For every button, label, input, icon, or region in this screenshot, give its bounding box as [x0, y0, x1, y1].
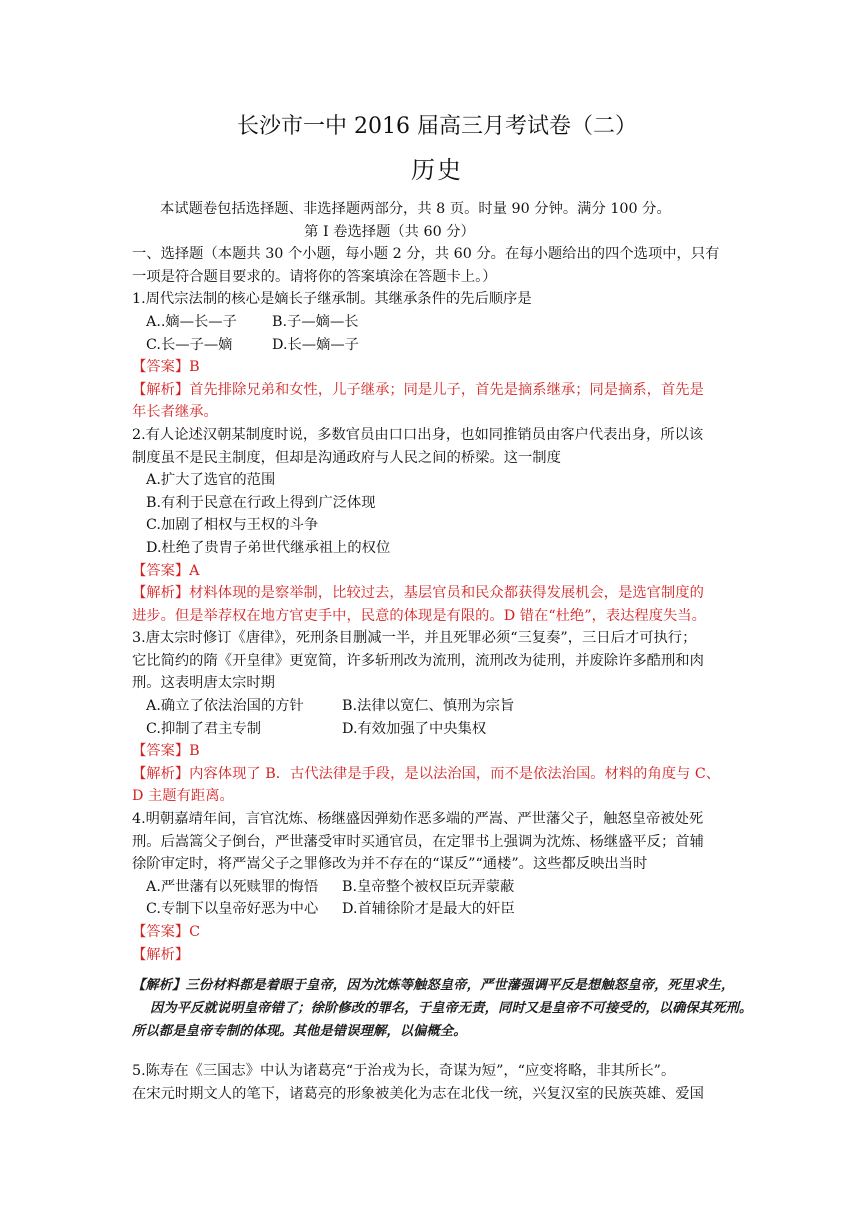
question-stem: 刑。后嵩篙父子倒台，严世藩受审时买通官员，在定罪书上强调为沈炼、杨继盛平反；首辅	[132, 833, 704, 850]
options-row	[132, 334, 742, 357]
option-a: A.确立了依法治国的方针	[146, 698, 304, 715]
question-stem: 5.陈寿在《三国志》中认为诸葛亮“于治戎为长，奇谋为短”，“应变将略，非其所长”。	[132, 1063, 676, 1080]
analysis-text: 【解析】首先排除兄弟和女性，儿子继承；同是儿子，首先是摘系继承；同是摘系，首先是	[132, 381, 704, 398]
part1-title: 第 I 卷选择题（共 60 分）	[304, 223, 475, 240]
question-stem: 制度虽不是民主制度，但却是沟通政府与人民之间的桥梁。这一制度	[132, 449, 561, 466]
analysis-label: 【解析】	[132, 946, 190, 963]
option-a: A.严世藩有以死赎罪的悔悟	[146, 878, 319, 895]
section1-line: 一项是符合题目要求的。请将你的答案填涂在答题卡上。）	[132, 268, 497, 285]
analysis-text: 年长者继承。	[132, 404, 218, 421]
analysis-text: 【解析】内容体现了 B．古代法律是手段，是以法治国，而不是依法治国。材料的角度与 C、	[132, 765, 721, 782]
option-d: D.首辅徐阶才是最大的奸臣	[342, 901, 515, 918]
analysis-text: 进步。但是举荐权在地方官吏手中，民意的体现是有限的。D 错在“杜绝”，表达程度失当。	[132, 607, 706, 624]
answer-label: 【答案】A	[132, 562, 200, 579]
scanned-analysis-line: 【解析】三份材料都是着眼于皇帝，因为沈炼等触怒皇帝，严世藩强调平反是想触怒皇帝，死里求生，	[132, 978, 735, 994]
option-a: A..嫡—长—子	[146, 313, 237, 330]
option-d: D.杜绝了贵胄子弟世代继承祖上的权位	[146, 539, 391, 556]
option-c: C.抑制了君主专制	[146, 720, 262, 737]
option-b: B.法律以宽仁、慎刑为宗旨	[342, 698, 515, 715]
question-5	[132, 1060, 742, 1105]
option-c: C.长—子—嫡	[146, 336, 233, 353]
question-stem: 它比简约的隋《开皇律》更宽简，许多斩刑改为流刑，流刑改为徒刑，并废除许多酷刑和肉	[132, 652, 704, 669]
options-row	[132, 311, 742, 334]
answer-label: 【答案】B	[132, 359, 200, 376]
answer-label: 【答案】B	[132, 743, 200, 760]
answer-label: 【答案】C	[132, 924, 201, 940]
option-d: D.有效加强了中央集权	[342, 720, 487, 737]
intro-text: 本试题卷包括选择题、非选择题两部分，共 8 页。时量 90 分钟。满分 100 分。	[160, 201, 671, 217]
option-b: B.皇帝整个被权臣玩弄蒙蔽	[342, 878, 515, 895]
question-2	[132, 424, 742, 627]
question-3	[132, 627, 742, 808]
option-d: D.长—嫡—子	[272, 336, 359, 353]
scanned-analysis-line: 所以都是皇帝专制的体现。其他是错误理解，以偏概全。	[132, 1024, 467, 1040]
question-1	[132, 288, 742, 424]
option-c: C.加剧了相权与王权的斗争	[146, 517, 319, 534]
question-stem: 1.周代宗法制的核心是嫡长子继承制。其继承条件的先后顺序是	[132, 291, 532, 308]
scanned-analysis-image	[132, 974, 772, 1054]
option-b: B.子—嫡—长	[272, 313, 359, 330]
exam-page	[132, 112, 753, 1105]
question-stem: 4.明朝嘉靖年间，言官沈炼、杨继盛因弹劾作恶多端的严嵩、严世藩父子，触怒皇帝被处死	[132, 811, 704, 828]
option-b: B.有利于民意在行政上得到广泛体现	[146, 494, 376, 511]
subject-title: 历史	[411, 156, 463, 184]
option-c: C.专制下以皇帝好恶为中心	[146, 901, 319, 918]
section1-line: 一、选择题（本题共 30 个小题，每小题 2 分，共 60 分。在每小题给出的四个选项中，只有	[132, 246, 720, 263]
analysis-text: 【解析】材料体现的是察举制，比较过去，基层官员和民众都获得发展机会，是选官制度的	[132, 585, 704, 602]
exam-title: 长沙市一中 2016 届高三月考试卷（二）	[237, 114, 637, 139]
question-stem: 徐阶审定时，将严嵩父子之罪修改为并不存在的“谋反”“通楼”。这些都反映出当时	[132, 856, 648, 873]
options-row	[132, 898, 742, 921]
question-stem: 2.有人论述汉朝某制度时说，多数官员由口口出身，也如同推销员由客户代表出身，所以该	[132, 426, 704, 443]
scanned-analysis-line: 因为平反就说明皇帝错了；徐阶修改的罪名，于皇帝无责，同时又是皇帝不可接受的，以确保其死刑。	[150, 1001, 753, 1017]
question-stem: 3.唐太宗时修订《唐律》，死刑条目删减一半，并且死罪必须“三复奏”，三日后才可执行；	[132, 630, 697, 647]
question-4	[132, 808, 753, 1054]
options-row	[132, 718, 742, 741]
question-stem: 刑。这表明唐太宗时期	[132, 675, 275, 692]
analysis-text: D 主题有距离。	[132, 788, 234, 805]
options-row	[132, 876, 742, 899]
options-row	[132, 695, 742, 718]
question-stem: 在宋元时期文人的笔下，诸葛亮的形象被美化为志在北伐一统，兴复汉室的民族英雄、爱国	[132, 1085, 704, 1102]
option-a: A.扩大了选官的范围	[146, 472, 276, 489]
